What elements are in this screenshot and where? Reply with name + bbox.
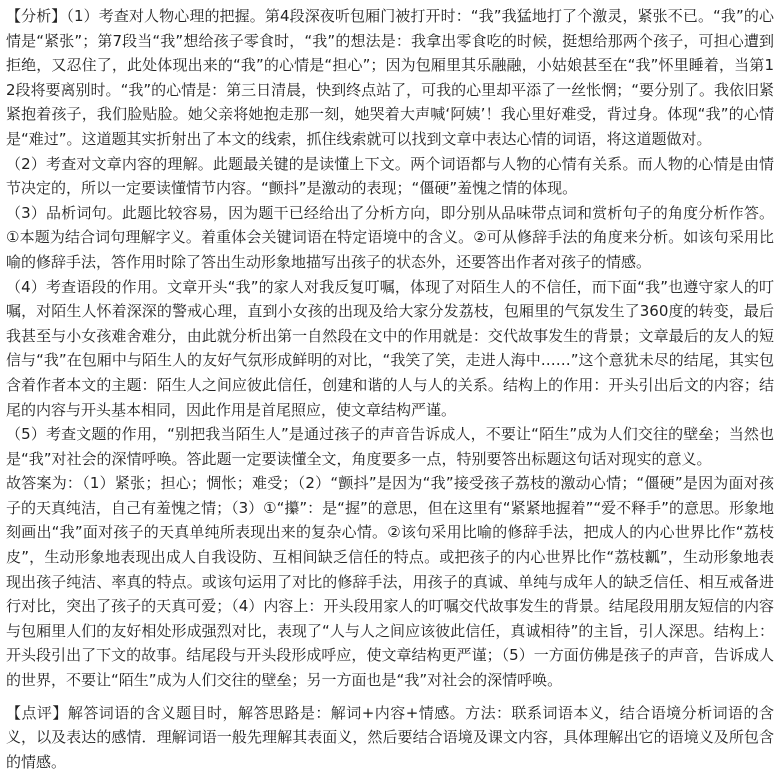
answer-paragraph: 故答案为：（1）紧张；担心；惆怅；难受；（2）“颤抖”是因为“我”接受孩子荔枝的激动心情；“僵硬”是因为面对孩子的天真纯洁，自己有羞愧之情；（3）①“攥”：是“握”的意思，但在这里有“紧紧地握着”“爱不释手”的意思。形象地刻画出“我”面对孩子的天真单纯所表现出来的复杂心情。②该句采用比喻的修辞手法，把成人的内心世界比作“荔枝皮”，生动形象地表现出成人自我设防、互相间缺乏信任的特点。或把孩子的内心世界比作“荔枝瓤”，生动形象地表现出孩子纯洁、率真的特点。或该句运用了对比的修辞手法，用孩子的真诚、单纯与成年人的缺乏信任、相互戒备进行对比，突出了孩子的天真可爱；（4）内容上：开头段用家人的叮嘱交代故事发生的背景。结尾段用朋友短信的内容与包厢里人们的友好相处形成强烈对比，表现了“人与人之间应该彼此信任，真诚相待”的主旨，引人深思。结构上：开头段引出了下文的故事。结尾段与开头段形成呼应，使文章结构更严谨；（5）一方面仿佛是孩子的声音，告诉成人的世界，不要让“陌生”成为人们交往的壁垒；另一方面也是“我”对社会的深情呼唤。 [6,474,774,690]
comment-paragraph: 【点评】解答词语的含义题目时，解答思路是：解词+内容+情感。方法：联系词语本义，结合语境分析词语的含义，以及表达的感情．理解词语一般先理解其表面义，然后要结合语境及课文内容，具体理解出它的语境义及所包含的情感。 [6,703,774,771]
analysis-paragraph-2: （2）考查对文章内容的理解。此题最关键的是读懂上下文。两个词语都与人物的心情有关系。而人物的心情是由情节决定的，所以一定要读懂情节内容。“颤抖”是激动的表现；“僵硬”羞愧之情的体现。 [6,154,774,198]
analysis-paragraph-4: （4）考查语段的作用。文章开头“我”的家人对我反复叮嘱，体现了对陌生人的不信任，而下面“我”也遵守家人的叮嘱，对陌生人怀着深深的警戒心理，直到小女孩的出现及给大家分发荔枝，包厢里的气氛发生了360度的转变，最后我甚至与小女孩难舍难分，由此就分析出第一自然段在文中的作用就是：交代故事发生的背景；文章最后的友人的短信与“我”在包厢中与陌生人的友好气氛形成鲜明的对比，“我笑了笑，走进人海中……”这个意犹未尽的结尾，其实包含着作者本文的主题：陌生人之间应彼此信任，创建和谐的人与人的关系。结构上的作用：开头引出后文的内容；结尾的内容与开头基本相同，因此作用是首尾照应，使文章结构严谨。 [6,277,774,419]
analysis-paragraph-5: （5）考查文题的作用，“别把我当陌生人”是通过孩子的声音告诉成人，不要让“陌生”成为人们交往的壁垒；当然也是“我”对社会的深情呼唤。答此题一定要读懂全文，角度要多一点，特别要答出标题这句话对现实的意义。 [6,425,774,468]
analysis-paragraph-3: （3）品析词句。此题比较容易，因为题干已经给出了分析方向，即分别从品味带点词和赏析句子的角度分析作答。①本题为结合词句理解字义。着重体会关键词语在特定语境中的含义。②可从修辞手法的角度来分析。如该句采用比喻的修辞手法，答作用时除了答出生动形象地描写出孩子的状态外，还要答出作者对孩子的情感。 [6,203,774,271]
section-gap [6,693,774,701]
analysis-paragraph-1: 【分析】（1）考查对人物心理的把握。第4段深夜听包厢门被打开时：“我”我猛地打了个激灵，紧张不已。“我”的心情是“紧张”；第7段当“我”想给孩子零食时，“我”的想法是：我拿出零食吃的时候，挺想给那两个孩子，可担心遭到拒绝，又忍住了，此处体现出来的“我”的心情是“担心”；因为包厢里其乐融融，小姑娘甚至在“我”怀里睡着，当第12段将要离别时。“我”的心情是：第三日清晨，快到终点站了，可我的心里却平添了一丝怅惘；“要分别了。我依旧紧紧抱着孩子，我们脸贴脸。她父亲将她抱走那一刻，她哭着大声喊‘阿姨’！我心里好难受，背过身。体现“我”的心情是“难过”。这道题其实折射出了本文的线索，抓住线索就可以找到文章中表达心情的词语，将这道题做对。 [6,7,774,148]
